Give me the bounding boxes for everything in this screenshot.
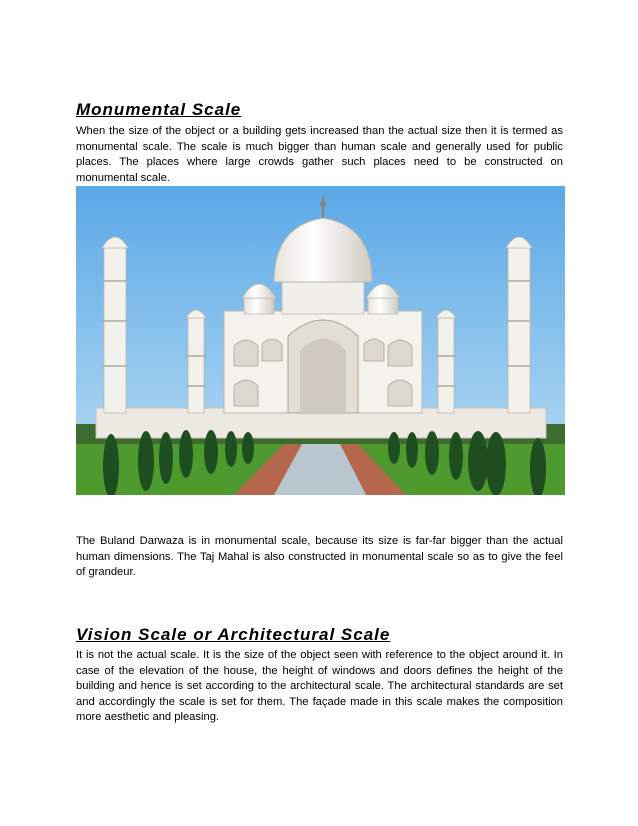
- paragraph-vision-scale: It is not the actual scale. It is the size of the object seen with reference to the object around it. In case of the elevation of the house, the height of windows and doors defines the height of the building and hence is set according to the architectural scale. The architectural standards are set and accordingly the scale is set for them. The façade made in this scale makes the composition more aesthetic and pleasing.: [76, 649, 563, 723]
- taj-mahal-photo: [76, 186, 565, 495]
- section-heading-vision-scale: Vision Scale or Architectural Scale: [76, 625, 391, 644]
- paragraph-buland-darwaza: The Buland Darwaza is in monumental scale, because its size is far-far bigger than the actual human dimensions. The Taj Mahal is also constructed in monumental scale so as to give the feel of grandeur.: [76, 535, 563, 578]
- section-heading-monumental-scale: Monumental Scale: [76, 100, 242, 119]
- paragraph-monumental-scale: When the size of the object or a building gets increased than the actual size then it is termed as monumental scale. The scale is much bigger than human scale and generally used for public places. The places where large crowds gather such places need to be constructed on monumental scale.: [76, 125, 563, 184]
